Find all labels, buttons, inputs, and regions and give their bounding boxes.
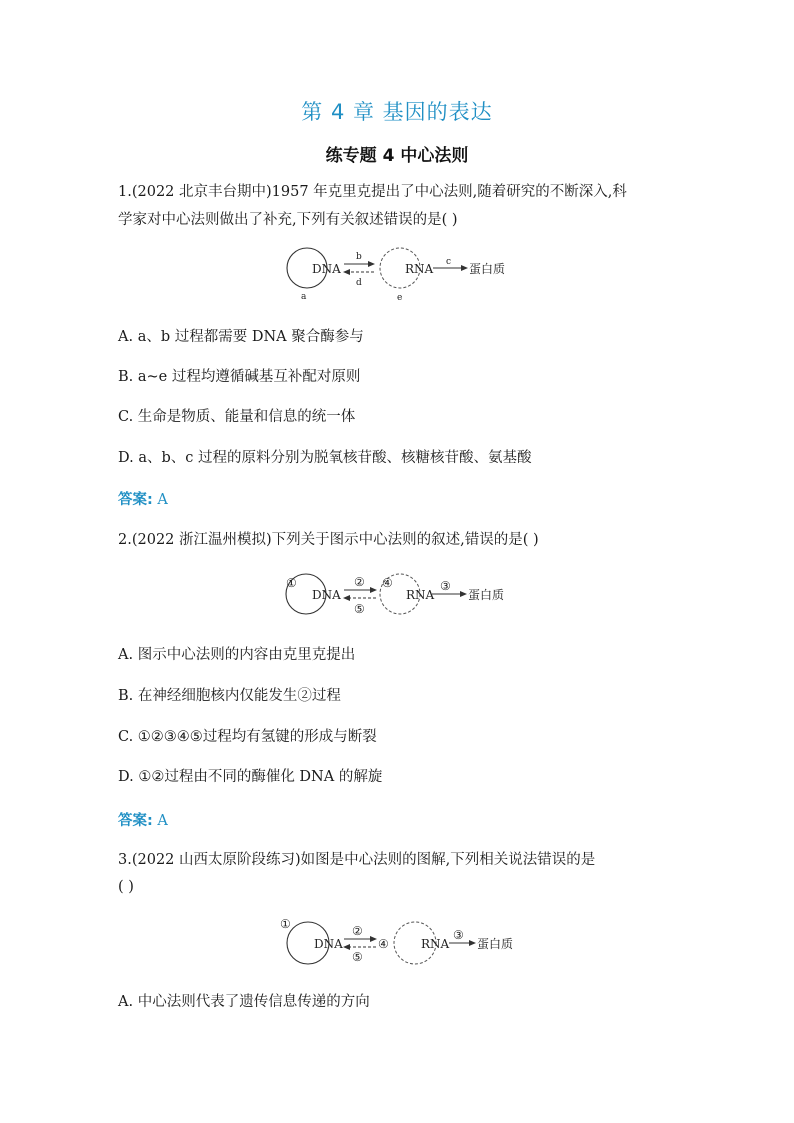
q2-answer — [118, 809, 168, 830]
q3-option-a: A. 中心法则代表了遗传信息传递的方向 — [118, 994, 370, 1010]
q3-stem-line2: ( ) — [118, 879, 134, 895]
q3-circled-5: ⑤ — [352, 950, 363, 964]
q3-stem-line1: 3.(2022 山西太原阶段练习)如图是中心法则的图解,下列相关说法错误的是 — [118, 852, 596, 868]
q2-circled-2: ② — [354, 575, 365, 589]
q2-rna-label: RNA — [406, 588, 435, 602]
q1-option-c: C. 生命是物质、能量和信息的统一体 — [118, 409, 356, 425]
q3-circled-4: ④ — [378, 937, 389, 951]
q1-label-e: e — [397, 293, 403, 303]
q1-central-dogma-diagram — [270, 242, 530, 308]
q3-circled-3: ③ — [453, 928, 464, 942]
q2-option-c: C. ①②③④⑤过程均有氢键的形成与断裂 — [118, 729, 377, 745]
q2-answer-label: 答案: — [118, 813, 153, 829]
q1-stem-line1: 1.(2022 北京丰台期中)1957 年克里克提出了中心法则,随着研究的不断深入,科 — [118, 184, 627, 200]
q3-circled-1: ① — [280, 917, 291, 931]
q2-protein-label: 蛋白质 — [468, 588, 505, 602]
q2-stem-line1: 2.(2022 浙江温州模拟)下列关于图示中心法则的叙述,错误的是( ) — [118, 532, 539, 548]
q2-option-b: B. 在神经细胞核内仅能发生②过程 — [118, 688, 341, 704]
q3-central-dogma-diagram — [272, 913, 522, 973]
q1-rna-label: RNA — [405, 262, 434, 276]
q3-protein-label: 蛋白质 — [477, 937, 514, 951]
q2-circled-3: ③ — [440, 579, 451, 593]
section-title: 练专题 4 中心法则 — [325, 146, 469, 166]
q1-option-b: B. a~e 过程均遵循碱基互补配对原则 — [118, 369, 361, 385]
q1-answer-value: A — [157, 492, 168, 508]
q3-rna-label: RNA — [421, 937, 450, 951]
q1-option-a: A. a、b 过程都需要 DNA 聚合酶参与 — [118, 329, 364, 345]
q1-label-c: c — [446, 257, 452, 267]
q2-option-d: D. ①②过程由不同的酶催化 DNA 的解旋 — [118, 769, 383, 785]
q3-dna-label: DNA — [314, 937, 343, 951]
q1-stem-line2: 学家对中心法则做出了补充,下列有关叙述错误的是( ) — [118, 212, 458, 228]
q1-label-b: b — [356, 252, 362, 262]
q2-option-a: A. 图示中心法则的内容由克里克提出 — [118, 647, 356, 663]
q2-dna-label: DNA — [312, 588, 341, 602]
q1-dna-label: DNA — [312, 262, 341, 276]
q2-central-dogma-diagram — [272, 567, 522, 623]
q3-circled-2: ② — [352, 924, 363, 938]
q1-option-d: D. a、b、c 过程的原料分别为脱氧核苷酸、核糖核苷酸、氨基酸 — [118, 450, 532, 466]
q2-circled-4: ④ — [382, 576, 393, 590]
q1-label-d: d — [356, 278, 362, 288]
q1-answer — [118, 488, 168, 509]
q1-label-a: a — [301, 292, 307, 302]
q1-protein-label: 蛋白质 — [469, 262, 506, 276]
q1-answer-label: 答案: — [118, 492, 153, 508]
q2-circled-5: ⑤ — [354, 602, 365, 616]
q2-answer-value: A — [157, 813, 168, 829]
q2-circled-1: ① — [286, 576, 297, 590]
chapter-title: 第 4 章 基因的表达 — [301, 100, 493, 124]
